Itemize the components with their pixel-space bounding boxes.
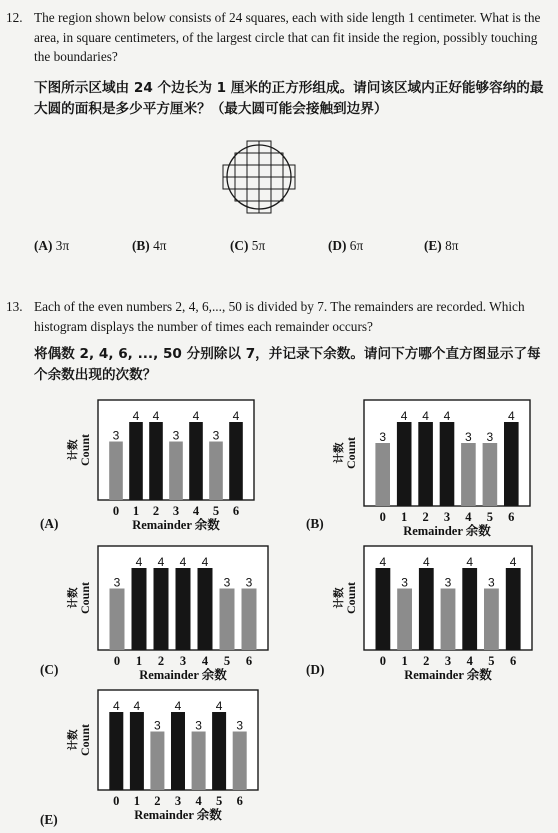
data-label: 3 — [245, 575, 253, 590]
bar-remainder-6 — [504, 422, 519, 506]
y-axis-label: 计数Count — [333, 581, 358, 615]
tick-label: 3 — [444, 654, 452, 668]
grid-square — [247, 177, 259, 189]
data-label: 4 — [192, 409, 200, 423]
tick-label: 1 — [400, 510, 408, 524]
tick-label: 4 — [201, 654, 209, 668]
tick-label: 1 — [135, 654, 143, 668]
histogram-option-label[interactable]: (E) — [40, 812, 58, 827]
data-label: 4 — [201, 555, 209, 569]
histogram-option-label[interactable]: (C) — [40, 662, 59, 677]
question-number: 12. — [6, 10, 23, 25]
bar-remainder-0 — [375, 443, 390, 506]
grid-square — [259, 189, 271, 201]
bar-remainder-2 — [149, 422, 163, 500]
bar-remainder-2 — [150, 732, 164, 791]
tick-label: 2 — [423, 654, 430, 668]
tick-label: 0 — [113, 794, 120, 808]
bar-remainder-4 — [189, 422, 203, 500]
grid-square — [271, 165, 283, 177]
data-label: 4 — [466, 555, 474, 569]
data-label: 3 — [486, 430, 494, 444]
data-label: 3 — [154, 718, 161, 733]
data-label: 4 — [232, 409, 240, 423]
histogram-b — [300, 394, 536, 538]
bar-remainder-6 — [506, 568, 521, 650]
tick-label: 3 — [443, 510, 451, 524]
y-axis-label: 计数Count — [67, 581, 92, 615]
bar-remainder-2 — [418, 422, 433, 506]
bar-remainder-0 — [110, 589, 125, 651]
tick-label: 0 — [379, 510, 386, 524]
x-axis-label: Remainder 余数 — [404, 668, 492, 682]
tick-label: 6 — [236, 794, 243, 808]
tick-label: 6 — [508, 510, 515, 524]
tick-label: 1 — [401, 654, 408, 668]
bar-remainder-3 — [440, 422, 455, 506]
bar-remainder-5 — [483, 443, 498, 506]
bar-remainder-4 — [461, 443, 476, 506]
data-label: 3 — [195, 718, 202, 733]
bar-remainder-1 — [130, 712, 144, 790]
tick-label: 4 — [195, 794, 202, 808]
data-label: 3 — [401, 575, 408, 590]
y-axis-label: 计数Count — [67, 723, 92, 757]
question-text-en: The region shown below consists of 24 squares, each with side length 1 centimeter. What is the area, in square centimeters, of the largest circle that can fit inside the region, possibly touching the boundaries? — [34, 10, 541, 64]
bar-remainder-5 — [209, 442, 223, 501]
question-text-zh: 将偶数 2, 4, 6, ..., 50 分别除以 7，并记录下余数。请问下方哪个直方图显示了每个余数出现的次数？ — [34, 346, 541, 383]
bar-remainder-4 — [192, 732, 206, 791]
question-number: 13. — [6, 299, 23, 314]
bar-remainder-3 — [171, 712, 185, 790]
bar-remainder-6 — [242, 589, 257, 651]
bar-remainder-0 — [109, 712, 123, 790]
data-label: 4 — [422, 409, 429, 423]
answer-choices — [34, 238, 554, 258]
data-label: 4 — [133, 699, 141, 713]
bar-remainder-6 — [233, 732, 247, 791]
tick-label: 6 — [509, 654, 517, 668]
data-label: 3 — [112, 428, 120, 443]
data-label: 3 — [113, 575, 121, 590]
tick-label: 1 — [133, 794, 141, 808]
data-label: 3 — [465, 430, 472, 444]
bar-remainder-1 — [397, 422, 412, 506]
data-label: 3 — [488, 575, 495, 590]
histogram-a — [34, 394, 270, 532]
data-label: 3 — [444, 575, 452, 590]
choice-d[interactable]: (D) 6π — [328, 238, 364, 253]
histogram-d — [300, 540, 536, 682]
x-axis-label: Remainder 余数 — [134, 808, 222, 822]
tick-label: 0 — [379, 654, 387, 668]
grid-square — [235, 165, 247, 177]
histogram-e — [34, 684, 270, 822]
tick-label: 2 — [154, 794, 161, 808]
tick-label: 3 — [174, 794, 182, 808]
tick-label: 0 — [113, 654, 121, 668]
grid-square — [247, 165, 259, 177]
tick-label: 2 — [157, 654, 165, 668]
tick-label: 2 — [152, 504, 160, 518]
grid-square — [259, 165, 271, 177]
bar-remainder-2 — [154, 568, 169, 650]
bar-remainder-3 — [169, 442, 183, 501]
grid-square — [247, 189, 259, 201]
bar-remainder-4 — [462, 568, 477, 650]
data-label: 3 — [379, 430, 387, 444]
bar-remainder-1 — [397, 589, 412, 651]
bar-remainder-0 — [109, 442, 123, 501]
tick-label: 4 — [192, 504, 200, 518]
data-label: 4 — [135, 555, 143, 569]
grid-square — [271, 177, 283, 189]
tick-label: 4 — [465, 510, 472, 524]
tick-label: 5 — [215, 794, 223, 808]
choice-c[interactable]: (C) 5π — [230, 238, 266, 253]
data-label: 3 — [212, 428, 220, 443]
tick-label: 5 — [486, 510, 494, 524]
tick-label: 0 — [112, 504, 120, 518]
data-label: 4 — [215, 699, 223, 713]
tick-label: 2 — [422, 510, 429, 524]
square-region-figure — [216, 133, 302, 221]
data-label: 3 — [236, 718, 244, 733]
bar-remainder-5 — [484, 589, 499, 651]
y-axis-label: 计数Count — [333, 436, 358, 470]
histogram-option-label[interactable]: (A) — [40, 516, 59, 531]
bar-remainder-5 — [220, 589, 235, 651]
data-label: 4 — [179, 555, 187, 569]
tick-label: 3 — [172, 504, 180, 518]
choice-a[interactable]: (A) 3π — [34, 238, 70, 253]
choice-e[interactable]: (E) 8π — [424, 238, 459, 253]
y-axis-label: 计数Count — [67, 433, 92, 467]
grid-square — [259, 177, 271, 189]
tick-label: 5 — [488, 654, 495, 668]
data-label: 4 — [509, 555, 517, 569]
bar-remainder-1 — [132, 568, 147, 650]
tick-label: 5 — [212, 504, 220, 518]
data-label: 4 — [443, 409, 451, 423]
x-axis-label: Remainder 余数 — [403, 524, 491, 538]
data-label: 4 — [507, 409, 515, 423]
bar-remainder-5 — [212, 712, 226, 790]
data-label: 4 — [157, 555, 165, 569]
bar-remainder-2 — [419, 568, 434, 650]
histogram-c — [34, 540, 270, 682]
choice-b[interactable]: (B) 4π — [132, 238, 167, 253]
bar-remainder-6 — [229, 422, 243, 500]
histogram-option-label[interactable]: (B) — [306, 516, 324, 531]
histogram-option-label[interactable]: (D) — [306, 662, 325, 677]
grid-square — [235, 177, 247, 189]
bar-remainder-1 — [129, 422, 143, 500]
data-label: 4 — [132, 409, 140, 423]
x-axis-label: Remainder 余数 — [132, 518, 220, 532]
bar-remainder-4 — [198, 568, 213, 650]
tick-label: 3 — [179, 654, 187, 668]
data-label: 3 — [223, 575, 231, 590]
data-label: 3 — [172, 428, 180, 443]
tick-label: 6 — [232, 504, 240, 518]
x-axis-label: Remainder 余数 — [139, 668, 227, 682]
tick-label: 5 — [223, 654, 231, 668]
data-label: 4 — [379, 555, 387, 569]
question-text-en: Each of the even numbers 2, 4, 6,..., 50 is divided by 7. The remainders are recorded. Which histogram displays the number of times each remainder occurs? — [34, 299, 525, 334]
bar-remainder-3 — [176, 568, 191, 650]
tick-label: 6 — [245, 654, 253, 668]
data-label: 4 — [152, 409, 160, 423]
bar-remainder-3 — [441, 589, 456, 651]
question-text-zh: 下图所示区域由 24 个边长为 1 厘米的正方形组成。请问该区域内正好能够容纳的最大圆的面积是多少平方厘米？（最大圆可能会接触到边界） — [34, 80, 544, 117]
data-label: 4 — [112, 699, 120, 713]
bar-remainder-0 — [376, 568, 391, 650]
grid-square — [259, 153, 271, 165]
data-label: 4 — [400, 409, 408, 423]
tick-label: 1 — [132, 504, 140, 518]
data-label: 4 — [422, 555, 430, 569]
data-label: 4 — [174, 699, 182, 713]
grid-square — [247, 153, 259, 165]
tick-label: 4 — [466, 654, 473, 668]
